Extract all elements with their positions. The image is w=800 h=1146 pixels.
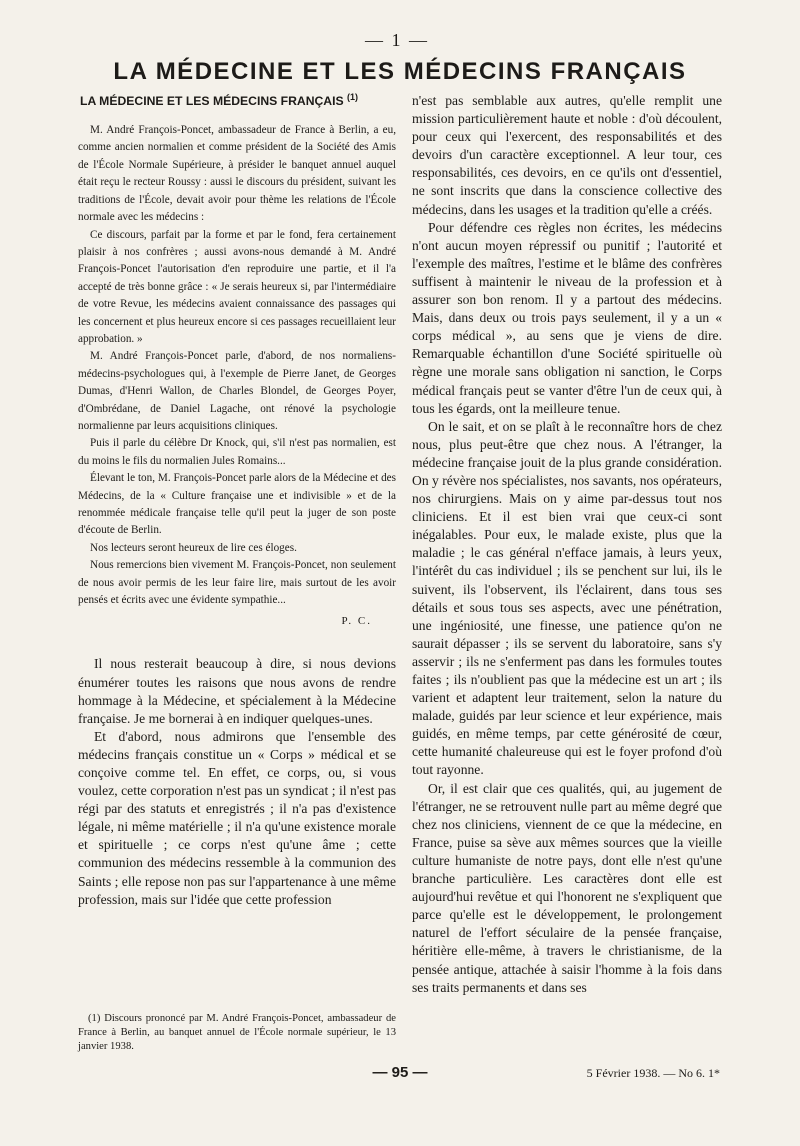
speech-text-left [78,655,396,908]
intro-paragraph: M. André François-Poncet parle, d'abord, de nos normaliens-médecins-psychologues qui, à l'exemple de Pierre Janet, de Georges Dumas, d'Henri Wallon, de Charles Blondel, de Georges Poyer, d'Ombrédane, de Daniel Lagache, ont rénové la psychologie normalienne par leurs acquisitions cliniques. [78,350,396,432]
speech-text-right [412,92,722,997]
right-column [412,92,722,997]
intro-paragraph: Puis il parle du célèbre Dr Knock, qui, s'il n'est pas normalien, est du moins le fils du normalien Jules Romains... [78,437,396,467]
top-page-mark: — 1 — [365,30,429,50]
intro-paragraph: Nos lecteurs seront heureux de lire ces éloges. [90,541,297,554]
intro-paragraph: M. André François-Poncet, ambassadeur de France à Berlin, a eu, comme ancien normalien et comme président de la Société des Amis de l'École Normale Supérieure, à présider le banquet annuel auquel était reçu le recteur Roussy : aussi le discours du président, suivant les traditions de l'École, devait avoir pour thème les relations de l'École normale avec les médecins : [78,124,396,224]
footnote-ref: (1) [347,92,359,102]
article-subtitle-text: LA MÉDECINE ET LES MÉDECINS FRANÇAIS [80,94,344,109]
page-number: — 95 — [372,1064,428,1081]
speech-paragraph: n'est pas semblable aux autres, qu'elle remplit une mission particulièrement haute et noble : d'où découlent, pour ceux qui l'exercent, des responsabilités et des devoirs d'un caractère exceptionnel. A leur tour, ces responsabilités, ces devoirs, en ce qu'ils ont d'essentiel, ne sont inscrits que dans la conscience collective des médecins, dans les usages et la tradition qu'elle a créés. [412,93,722,217]
footnote: (1) Discours prononcé par M. André François-Poncet, ambassadeur de France à Berlin, au banquet annuel de l'École normale supérieur, le 13 janvier 1938. [78,1013,396,1052]
intro-paragraph: Ce discours, parfait par la forme et par le fond, fera certainement plaisir à nos confrères ; aussi avons-nous demandé à M. André François-Poncet l'autorisation d'en reproduire une partie, et il l'a accepté de très bonne grâce : « Je serais heureux si, par l'intermédiaire de votre Revue, les médecins avaient connaissance des passages qui les concernent et plus heureux encore si ces passages recueillaient leur approbation. » [78,228,396,345]
speech-paragraph: On le sait, et on se plaît à le reconnaître hors de chez nous, plus peut-être que chez nous. A l'étranger, la médecine française jouit de la plus grande considération. On y révère nos spécialistes, nos savants, nos opérateurs, nos chirurgiens. Mais on y aime par-dessus tout nos cliniciens. Et il est bien vrai que ceux-ci sont inégalables. Pour eux, le malade existe, plus que la maladie ; le cas général n'efface jamais, à leurs yeux, l'intérêt du cas individuel ; ils se penchent sur lui, ils le suivent, ils l'observent, ils l'éclairent, dans tous ses détails et sous tous ses aspects, avec une pénétration, une ingéniosité, une finesse, une patience qu'on ne saurait dépasser ; ils se servent du laboratoire, sans s'y asservir ; ils ne s'enferment pas dans les formules toutes faites ; ils n'oublient pas que la médecine est un art ; ils varient et adaptent leur traitement, selon la nature du malade, guidés par leur science et leur expérience, mais guidés, en même temps, par cette générosité de cœur, cette humanité chaleureuse qui est le foyer profond d'où tout rayonne. [412,418,722,778]
intro-paragraph: Nous remercions bien vivement M. François-Poncet, non seulement de nous avoir permis de les leur faire lire, mais surtout de les avoir pensés et écrits avec une évidente sympathie... [78,559,396,607]
editor-signature: P. C. [341,615,372,628]
left-column [78,92,396,909]
article-subtitle [80,92,396,108]
speech-paragraph: Or, il est clair que ces qualités, qui, au jugement de l'étranger, ne se retrouvent nulle part au même degré que chez nos cliniciens, viennent de ce que la médecine, en France, puise sa sève aux mêmes sources que la vieille culture humaniste de notre pays, dont elle n'est qu'une branche particulière. Les caractères dont elle est aujourd'hui revêtue et qui l'honorent ne s'expliquent que parce qu'elle est le développement, le prolongement naturel de l'effort séculaire de la pensée française, héritière elle-même, à travers le christianisme, de la pensée antique, attachée à saisir l'homme à la fois dans ses traits permanents et dans ses [412,780,722,995]
editor-introduction [78,122,396,627]
speech-paragraph: Il nous resterait beaucoup à dire, si nous devions énumérer toutes les raisons que nous avons de rendre hommage à la Médecine, et spécialement à la Médecine française. Je me bornerai à en indiquer quelques-unes. [78,656,396,726]
page-title: LA MÉDECINE ET LES MÉDECINS FRANÇAIS [113,58,687,85]
intro-paragraph: Élevant le ton, M. François-Poncet parle alors de la Médecine et des Médecins, de la « Culture française une et indivisible » et de la renommée médicale française telle qu'il peut la juger de son poste d'écoute de Berlin. [78,472,396,537]
speech-paragraph: Et d'abord, nous admirons que l'ensemble des médecins français constitue un « Corps » médical et se conçoive comme tel. En effet, ce corps, ou, si vous voulez, cette corporation n'est pas un syndicat ; il n'est pas régi par des statuts et enregistrés ; il n'a pas d'existence légale, ni même matérielle ; il n'a qu'une existence morale et spirituelle ; ce corps n'est qu'une âme ; cette communion des médecins ressemble à la communion des Saints ; elle repose non pas sur l'appartenance à une même profession, mais sur l'idée que cette profession [78,728,397,907]
issue-date: 5 Février 1938. — No 6. 1* [586,1066,720,1080]
speech-paragraph: Pour défendre ces règles non écrites, les médecins n'ont aucun moyen répressif ou punitif ; l'autorité et l'exemple des maîtres, l'estime et le blâme des confrères suffisent à maintenir le niveau de la profession et à assurer son bon renom. Il y a partout des médecins. Mais, dans deux ou trois pays seulement, il y a un « corps médical », au sens que je viens de dire. Remarquable échantillon d'une Société spirituelle où règne une morale sans obligation ni sanction, le Corps médical français peut se vanter d'être l'un de ceux qui, à tous les égards, ont la meilleure tenue. [412,219,722,416]
